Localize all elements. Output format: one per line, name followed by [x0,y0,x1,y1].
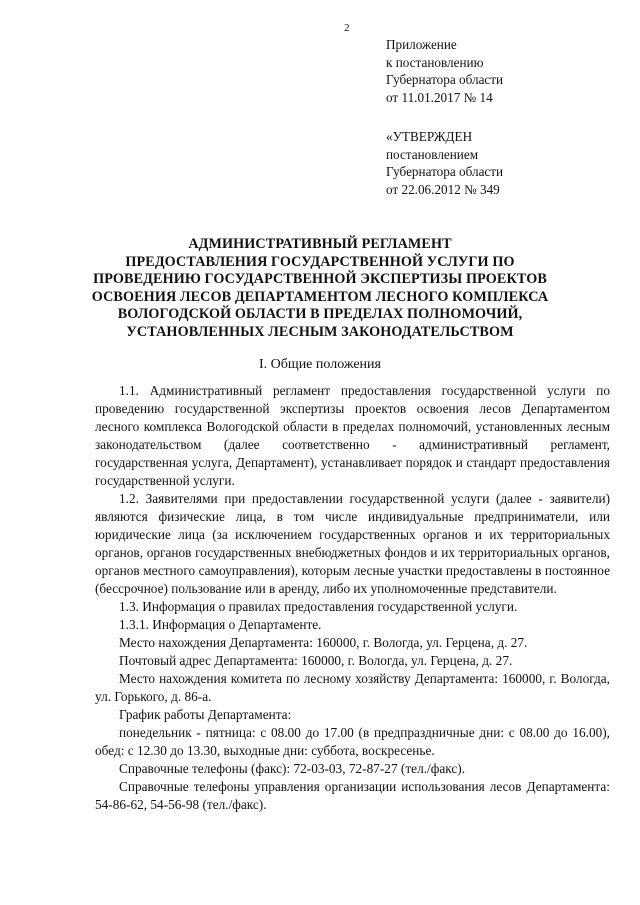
appendix-line: к постановлению [386,54,484,70]
paragraph-1-2: 1.2. Заявителями при предоставлении государственной услуги (далее - заявители) являются физические лица, в том числе индивидуальные предприниматели, или юридические лица (за исключением государственных органов и их территориальных органов, органов государственных внебюджетных фондов и их территориальных органов, органов местного самоуправления), которым лесные участки предоставлены в постоянное (бессрочное) пользование или в аренду, либо их уполномоченные представители. [95,491,610,596]
appendix-line: Губернатора области [386,72,504,88]
document-title [20,236,620,341]
approved-line: «УТВЕРЖДЕН [386,129,473,144]
appendix-line: от 11.01.2017 № 14 [386,89,493,105]
title-line: ОСВОЕНИЯ ЛЕСОВ ДЕПАРТАМЕНТОМ ЛЕСНОГО КОМПЛЕКСА [91,288,549,305]
title-line: ПРЕДОСТАВЛЕНИЯ ГОСУДАРСТВЕННОЙ УСЛУГИ ПО [125,253,515,270]
title-line: УСТАНОВЛЕННЫХ ЛЕСНЫМ ЗАКОНОДАТЕЛЬСТВОМ [126,323,514,340]
phones-paragraph: Справочные телефоны (факс): 72-03-03, 72-87-27 (тел./факс). [119,761,466,776]
committee-location-paragraph: Место нахождения комитета по лесному хозяйству Департамента: 160000, г. Вологда, ул. Горького, д. 86-а. [95,671,610,704]
schedule-paragraph: понедельник - пятница: с 08.00 до 17.00 (в предпраздничные дни: с 08.00 до 16.00), обед: с 12.30 до 13.30, выходные дни: суббота, воскресенье. [95,725,610,758]
management-phones-paragraph: Справочные телефоны управления организации использования лесов Департамента: 54-86-62, 54-56-98 (тел./факс). [95,779,610,812]
approved-line: от 22.06.2012 № 349 [386,181,500,197]
postal-address-paragraph: Почтовый адрес Департамента: 160000, г. Вологда, ул. Герцена, д. 27. [119,653,513,668]
title-line: ПРОВЕДЕНИЮ ГОСУДАРСТВЕННОЙ ЭКСПЕРТИЗЫ ПРОЕКТОВ [93,271,547,287]
paragraph-1-1: 1.1. Административный регламент предоставления государственной услуги по проведению государственной экспертизы проектов освоения лесов Департаментом лесного комплекса Вологодской области в пределах полномочий, установленных лесным законодательством (далее соответственно - административный регламент, государственная услуга, Департамент), устанавливает порядок и стандарт предоставления государственной услуги. [95,383,610,488]
title-line: ВОЛОГОДСКОЙ ОБЛАСТИ В ПРЕДЕЛАХ ПОЛНОМОЧИЙ, [117,306,523,322]
paragraph-1-3-1: 1.3.1. Информация о Департаменте. [119,617,322,632]
schedule-heading: График работы Департамента: [119,707,292,722]
appendix-block [386,36,503,106]
body-text [95,382,610,814]
page-number: 2 [344,22,350,34]
paragraph-1-3: 1.3. Информация о правилах предоставления государственной услуги. [119,599,518,614]
title-line: АДМИНИСТРАТИВНЫЙ РЕГЛАМЕНТ [188,236,452,252]
appendix-line: Приложение [386,37,457,52]
location-paragraph: Место нахождения Департамента: 160000, г. Вологда, ул. Герцена, д. 27. [119,635,528,650]
section-heading: I. Общие положения [259,357,381,372]
approved-line: Губернатора области [386,164,504,180]
approved-block [386,128,503,198]
approved-line: постановлением [386,146,479,162]
